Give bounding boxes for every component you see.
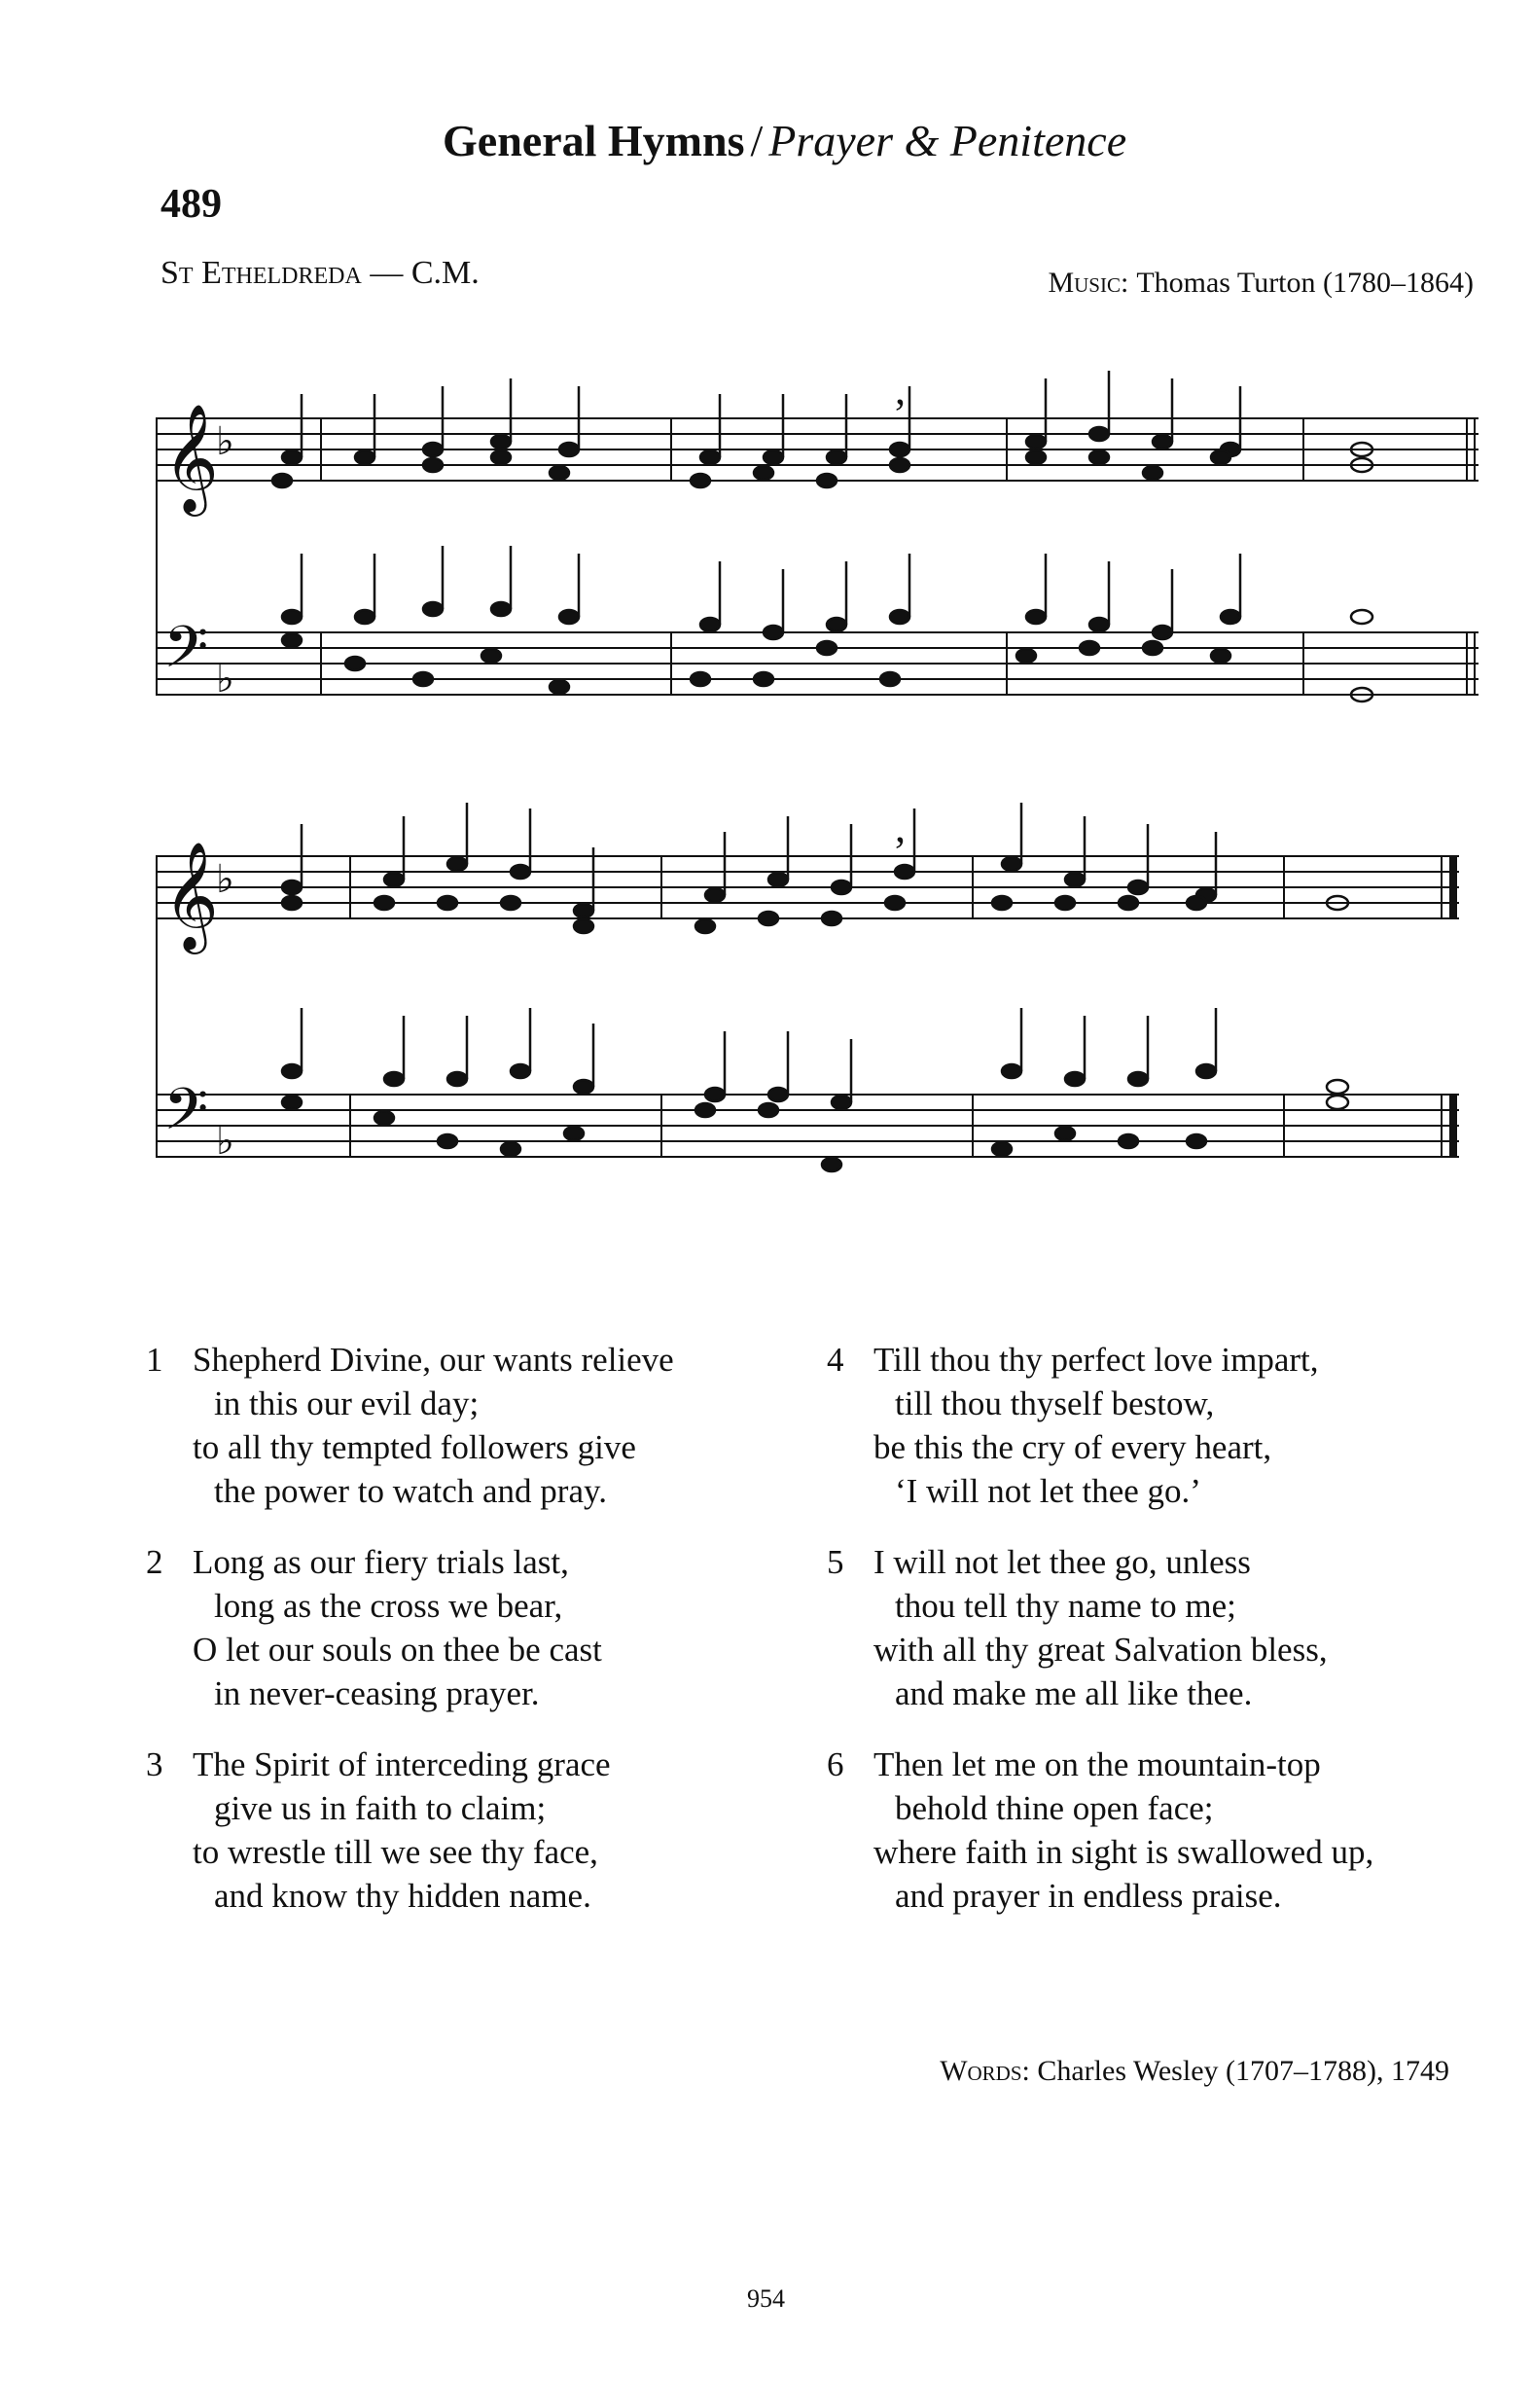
verse-number: 4: [827, 1341, 844, 1379]
verse-line: and know thy hidden name.: [214, 1877, 591, 1915]
verse-2: [146, 1540, 768, 1715]
music-credit: [1048, 267, 1474, 300]
verses-column-right: [827, 1338, 1469, 1945]
bass-clef-icon: 𝄢: [163, 613, 209, 695]
verse-line: till thou thyself bestow,: [895, 1384, 1215, 1422]
flat-sign-icon: ♭: [216, 657, 234, 701]
verse-line: thou tell thy name to me;: [895, 1587, 1236, 1625]
treble-staff: [156, 418, 1479, 481]
verse-5: [827, 1540, 1469, 1715]
verse-line: and prayer in endless praise.: [895, 1877, 1282, 1915]
verse-line: Then let me on the mountain-top: [873, 1745, 1321, 1783]
score-system-1: [156, 365, 1479, 764]
verse-line: to wrestle till we see thy face,: [193, 1833, 598, 1871]
verse-line: Long as our fiery trials last,: [193, 1543, 569, 1581]
verse-line: long as the cross we bear,: [214, 1587, 563, 1625]
verses-column-left: [146, 1338, 768, 1945]
breath-mark: ,: [895, 366, 906, 413]
verse-line: the power to watch and pray.: [214, 1472, 607, 1510]
words-credit: [940, 2055, 1449, 2088]
verse-line: Till thou thy perfect love impart,: [873, 1341, 1319, 1379]
verse-line: and make me all like thee.: [895, 1674, 1253, 1712]
music-label: Music:: [1048, 267, 1129, 299]
barlines: [157, 856, 1442, 1157]
subsection-title: Prayer & Penitence: [768, 116, 1127, 165]
treble-clef-icon: 𝄞: [163, 841, 219, 950]
verse-number: 6: [827, 1745, 844, 1783]
bass-clef-icon: 𝄢: [163, 1075, 209, 1157]
verse-line: give us in faith to claim;: [214, 1789, 547, 1827]
flat-sign-icon: ♭: [216, 419, 234, 464]
header-separator: /: [750, 116, 764, 165]
meter: C.M.: [410, 255, 480, 291]
music-composer: Thomas Turton (1780–1864): [1136, 267, 1474, 299]
verse-number: 2: [146, 1543, 163, 1581]
verse-line: ‘I will not let thee go.’: [895, 1472, 1201, 1510]
notes-bass: [282, 1008, 1348, 1171]
page-header: [443, 115, 1126, 166]
verse-4: [827, 1338, 1469, 1513]
verse-line: behold thine open face;: [895, 1789, 1214, 1827]
score-system-2: [156, 803, 1479, 1211]
words-author: Charles Wesley (1707–1788), 1749: [1037, 2055, 1449, 2087]
verse-line: in this our evil day;: [214, 1384, 480, 1422]
notes-treble: [272, 371, 1372, 487]
verse-number: 5: [827, 1543, 844, 1581]
tune-dash: —: [370, 255, 404, 291]
verse-line: O let our souls on thee be cast: [193, 1631, 602, 1669]
verse-line: Shepherd Divine, our wants relieve: [193, 1341, 674, 1379]
verse-3: [146, 1743, 768, 1918]
verse-line: be this the cry of every heart,: [873, 1428, 1272, 1466]
verse-line: in never-ceasing prayer.: [214, 1674, 540, 1712]
verse-6: [827, 1743, 1469, 1918]
barlines: [157, 418, 1475, 695]
notes-treble: [282, 803, 1348, 933]
tune-line: [160, 255, 480, 292]
treble-clef-icon: 𝄞: [163, 403, 219, 512]
flat-sign-icon: ♭: [216, 857, 234, 902]
page-number: 954: [747, 2284, 785, 2313]
words-label: Words:: [940, 2055, 1030, 2087]
verse-number: 1: [146, 1341, 163, 1379]
verse-line: to all thy tempted followers give: [193, 1428, 636, 1466]
verse-number: 3: [146, 1745, 163, 1783]
verse-line: The Spirit of interceding grace: [193, 1745, 611, 1783]
tune-name: St Etheldreda: [160, 255, 362, 291]
verse-line: with all thy great Salvation bless,: [873, 1631, 1328, 1669]
breath-mark: ,: [895, 804, 906, 851]
verse-1: [146, 1338, 768, 1513]
hymn-number: 489: [160, 182, 222, 227]
verse-line: I will not let thee go, unless: [873, 1543, 1251, 1581]
flat-sign-icon: ♭: [216, 1119, 234, 1164]
section-title: General Hymns: [443, 116, 745, 165]
verse-line: where faith in sight is swallowed up,: [873, 1833, 1374, 1871]
